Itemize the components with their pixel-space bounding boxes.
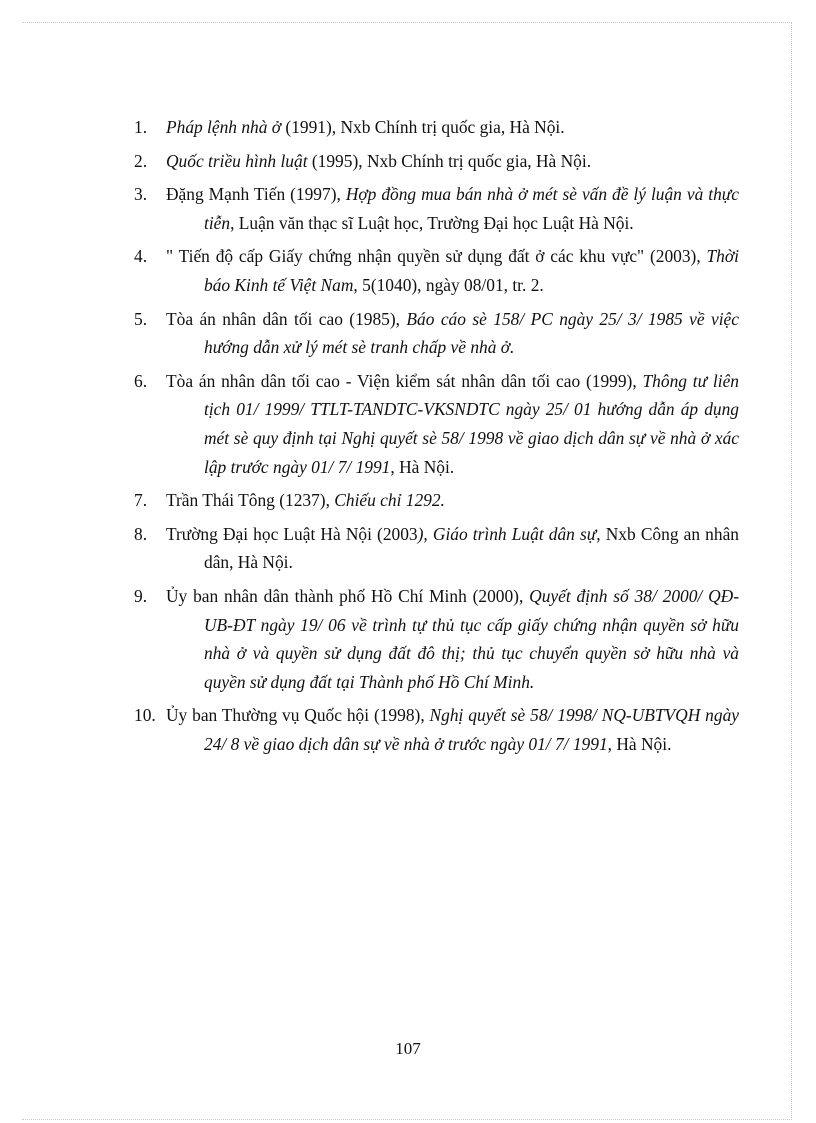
reference-detail: " Tiến độ cấp Giấy chứng nhận quyền sử dụng đất ở các khu vực" (2003), bbox=[166, 246, 707, 267]
reference-number: 10. bbox=[134, 705, 156, 726]
reference-title: Hợp đồng mua bán nhà ở mét sè vấn đề lý luận và thực tiễn bbox=[204, 184, 739, 233]
reference-text bbox=[166, 586, 739, 692]
reference-item bbox=[134, 701, 739, 758]
reference-item bbox=[134, 520, 739, 577]
reference-title: Pháp lệnh nhà ở bbox=[166, 117, 282, 137]
reference-detail: (1991), Nxb Chính trị quốc gia, Hà Nội. bbox=[281, 117, 565, 137]
reference-title: ), Giáo trình Luật dân sự bbox=[417, 523, 597, 544]
reference-detail: Trần Thái Tông (1237), bbox=[166, 490, 335, 511]
reference-text bbox=[166, 705, 739, 754]
reference-detail: , Hà Nội. bbox=[390, 456, 455, 477]
reference-number: 8. bbox=[134, 523, 148, 544]
reference-text bbox=[166, 309, 739, 358]
reference-title: Thông tư liên tịch 01/ 1999/ TTLT-TANDTC-VKSNDTC ngày 25/ 01 hướng dẫn áp dụng mét sè quy định tại Nghị quyết sè 58/ 1998 về giao dịch dân sự về nhà ở xác lập trước ngày 01/ 7/ 1991 bbox=[204, 370, 739, 477]
reference-item bbox=[134, 367, 739, 481]
reference-text bbox=[166, 117, 565, 137]
reference-detail: , Hà Nội. bbox=[607, 733, 672, 754]
reference-title: Nghị quyết sè 58/ 1998/ NQ-UBTVQH ngày 24/ 8 về giao dịch dân sự về nhà ở trước ngày 01/ 7/ 1991 bbox=[204, 705, 739, 754]
reference-text bbox=[166, 524, 739, 573]
reference-number: 2. bbox=[134, 150, 148, 171]
reference-number: 7. bbox=[134, 490, 148, 511]
reference-number: 5. bbox=[134, 308, 148, 329]
reference-item bbox=[134, 582, 739, 696]
reference-item bbox=[134, 113, 739, 142]
reference-text bbox=[166, 184, 739, 233]
reference-list bbox=[134, 113, 739, 763]
reference-title: Báo cáo sè 158/ PC ngày 25/ 3/ 1985 về việc hướng dẫn xử lý mét sè tranh chấp về nhà ở. bbox=[204, 308, 739, 358]
reference-title: Chiếu chỉ 1292. bbox=[334, 490, 445, 511]
reference-detail: , Nxb Công an nhân dân, Hà Nội. bbox=[204, 523, 739, 573]
page-number: 107 bbox=[395, 1039, 421, 1058]
reference-detail: Trường Đại học Luật Hà Nội (2003 bbox=[166, 523, 418, 544]
reference-detail: Đặng Mạnh Tiến (1997), bbox=[166, 184, 346, 205]
reference-text bbox=[166, 151, 591, 171]
reference-item bbox=[134, 242, 739, 299]
reference-number: 1. bbox=[134, 117, 148, 137]
reference-detail: , 5(1040), ngày 08/01, tr. 2. bbox=[353, 274, 544, 295]
reference-detail: Tòa án nhân dân tối cao - Viện kiểm sát nhân dân tối cao (1999), bbox=[166, 370, 643, 391]
reference-item bbox=[134, 305, 739, 362]
reference-number: 9. bbox=[134, 585, 148, 606]
reference-title: Quyết định số 38/ 2000/ QĐ-UB-ĐT ngày 19/ 06 về trình tự thủ tục cấp giấy chứng nhận quyền sở hữu nhà ở và quyền sử dụng đất đô thị; thủ tục chuyển quyền sở hữu nhà và quyền sử dụng đất tại Thành phố Hồ Chí Minh. bbox=[204, 585, 739, 692]
reference-detail: Ủy ban nhân dân thành phố Hồ Chí Minh (2000), bbox=[166, 585, 530, 606]
reference-number: 6. bbox=[134, 370, 148, 391]
reference-number: 4. bbox=[134, 246, 148, 267]
reference-item bbox=[134, 147, 739, 176]
reference-text bbox=[166, 490, 445, 510]
reference-detail: Tòa án nhân dân tối cao (1985), bbox=[166, 308, 407, 329]
reference-title: Quốc triều hình luật bbox=[166, 150, 308, 171]
reference-text bbox=[166, 371, 739, 477]
reference-text bbox=[166, 246, 739, 295]
reference-detail: Ủy ban Thường vụ Quốc hội (1998), bbox=[166, 705, 430, 726]
reference-item bbox=[134, 180, 739, 237]
reference-detail: , Luận văn thạc sĩ Luật học, Trường Đại học Luật Hà Nội. bbox=[230, 212, 634, 233]
reference-detail: (1995), Nxb Chính trị quốc gia, Hà Nội. bbox=[307, 150, 592, 171]
reference-title: Thời báo Kinh tế Việt Nam bbox=[204, 246, 739, 295]
reference-number: 3. bbox=[134, 184, 148, 205]
reference-item bbox=[134, 486, 739, 515]
